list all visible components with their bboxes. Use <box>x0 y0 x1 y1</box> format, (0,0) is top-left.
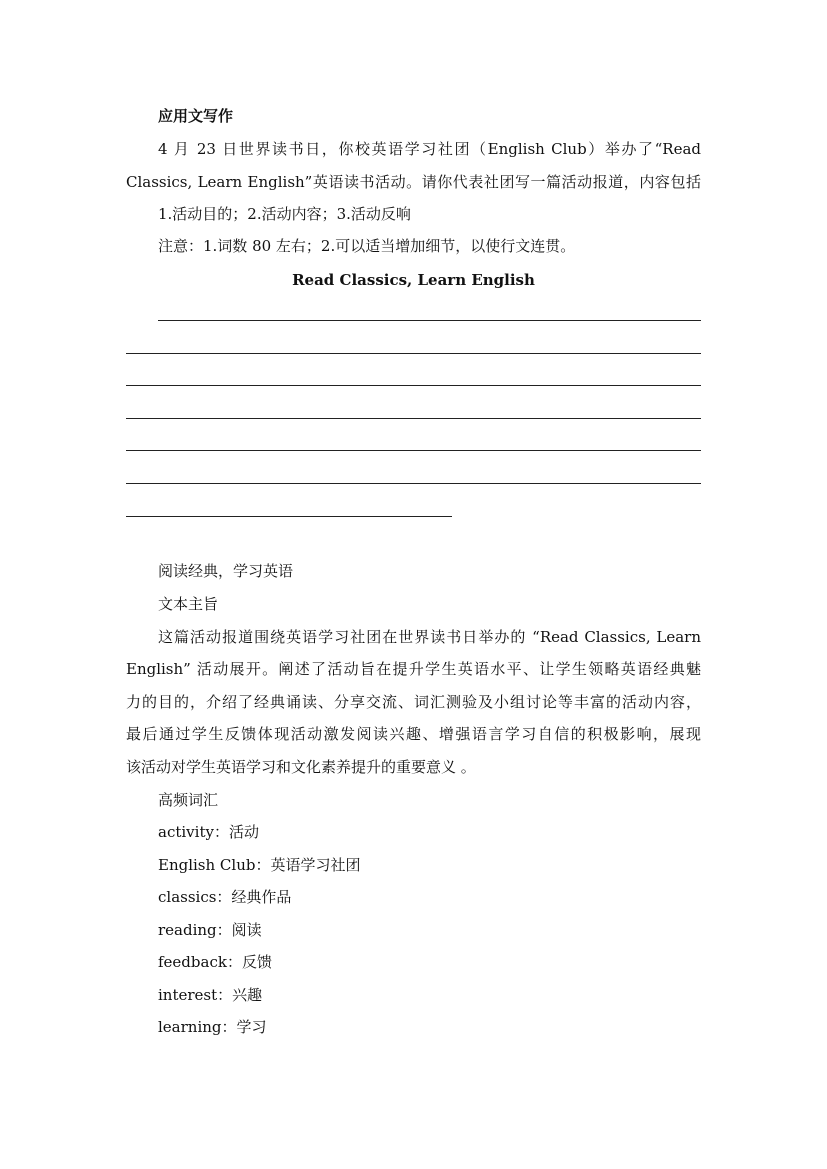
theme-line-2: English” 活动展开。阐述了活动旨在提升学生英语水平、让学生领略英语经典魅 <box>126 660 701 678</box>
vocab-item: activity：活动 <box>158 823 259 841</box>
writing-line <box>126 483 701 484</box>
writing-line <box>126 418 701 419</box>
prompt-paragraph-line-2: Classics, Learn English”英语读书活动。请你代表社团写一篇活动报道，内容包括 <box>126 173 701 191</box>
vocab-item: classics：经典作品 <box>158 888 292 906</box>
vocab-item: learning：学习 <box>158 1018 267 1036</box>
prompt-notes: 注意：1.词数 80 左右；2.可以适当增加细节，以使行文连贯。 <box>158 237 576 255</box>
vocab-item: reading：阅读 <box>158 921 262 939</box>
section-heading: 应用文写作 <box>158 107 234 125</box>
prompt-paragraph-line-1: 4 月 23 日世界读书日，你校英语学习社团（English Club）举办了“Read <box>158 140 701 158</box>
theme-line-1: 这篇活动报道围绕英语学习社团在世界读书日举办的 “Read Classics, Learn <box>158 628 701 646</box>
prompt-points: 1.活动目的；2.活动内容；3.活动反响 <box>158 205 411 223</box>
vocab-item: English Club：英语学习社团 <box>158 856 361 874</box>
vocab-item: feedback：反馈 <box>158 953 272 971</box>
vocab-item: interest：兴趣 <box>158 986 263 1004</box>
theme-line-3: 力的目的，介绍了经典诵读、分享交流、词汇测验及小组讨论等丰富的活动内容， <box>126 693 701 711</box>
writing-line <box>126 353 701 354</box>
vocab-heading: 高频词汇 <box>158 791 219 809</box>
theme-line-5: 该活动对学生英语学习和文化素养提升的重要意义 。 <box>126 758 476 776</box>
writing-line-last <box>126 516 452 517</box>
answer-title: 阅读经典，学习英语 <box>158 562 294 580</box>
writing-line <box>126 450 701 451</box>
writing-line <box>158 320 701 321</box>
theme-heading: 文本主旨 <box>158 595 219 613</box>
writing-line <box>126 385 701 386</box>
essay-title: Read Classics, Learn English <box>292 271 535 289</box>
theme-line-4: 最后通过学生反馈体现活动激发阅读兴趣、增强语言学习自信的积极影响，展现 <box>126 725 701 743</box>
